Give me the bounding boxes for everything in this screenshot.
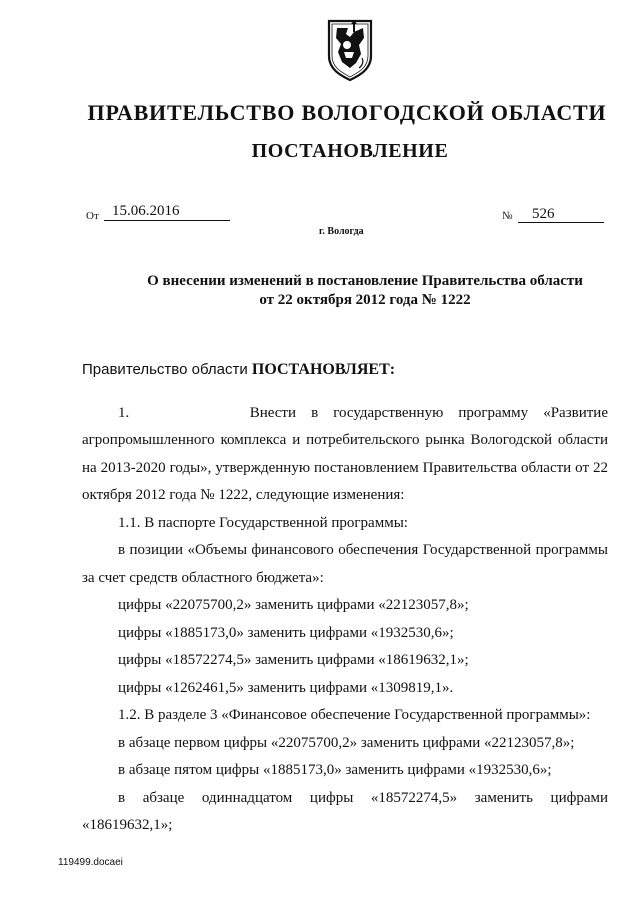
document-subject — [92, 272, 638, 310]
date-label: От — [86, 210, 99, 222]
paragraph-1-text: Внести в государственную программу «Развитие агропромышленного комплекса и потребительского рынка Вологодской области на 2013-2020 годы», утвержденную постановлением Правительства области от 22 октября 2012 года № 1222, следующие изменения: — [82, 404, 608, 503]
organization-title: ПРАВИТЕЛЬСТВО ВОЛОГОДСКОЙ ОБЛАСТИ — [87, 100, 607, 125]
replacement-3: цифры «18572274,5» заменить цифрами «18619632,1»; — [118, 652, 469, 668]
lead-paragraph — [82, 356, 608, 384]
abzac-5: в абзаце пятом цифры «1885173,0» заменить цифрами «1932530,6»; — [118, 762, 552, 778]
subject-line-1: О внесении изменений в постановление Правительства области — [147, 273, 583, 289]
document-number: 526 — [518, 206, 604, 223]
document-date: 15.06.2016 — [104, 202, 230, 221]
lead-bold: ПОСТАНОВЛЯЕТ: — [251, 361, 396, 378]
abzac-1: в абзаце первом цифры «22075700,2» заменить цифрами «22123057,8»; — [118, 734, 575, 751]
paragraph-1-1: 1.1. В паспорте Государственной программы: — [118, 514, 408, 531]
replacement-4: цифры «1262461,5» заменить цифрами «1309819,1». — [118, 679, 454, 696]
subject-line-2: от 22 октября 2012 года № 1222 — [259, 292, 471, 308]
abzac-11-line-2: «18619632,1»; — [82, 817, 173, 833]
document-kind: ПОСТАНОВЛЕНИЕ — [251, 140, 449, 162]
vologda-coat-of-arms-icon — [326, 18, 374, 82]
abzac-11-line-1: в абзаце одиннадцатом цифры «18572274,5» заменить цифрами — [118, 789, 608, 806]
document-body — [82, 356, 608, 840]
paragraph-1 — [82, 400, 608, 510]
lead-text: Правительство области — [82, 361, 252, 378]
replacement-2: цифры «1885173,0» заменить цифрами «1932530,6»; — [118, 624, 454, 641]
replacement-1: цифры «22075700,2» заменить цифрами «22123057,8»; — [118, 597, 469, 613]
city-label: г. Вологда — [319, 226, 364, 237]
paragraph-1-2: 1.2. В разделе 3 «Финансовое обеспечение Государственной программы»: — [118, 707, 591, 723]
paragraph-1-1-position: в позиции «Объемы финансового обеспечения Государственной программы за счет средств областного бюджета»: — [82, 542, 608, 586]
number-label: № — [502, 210, 513, 222]
footer-file-name: 119499.docaei — [58, 857, 123, 868]
paragraph-1-number: 1. — [118, 404, 130, 421]
